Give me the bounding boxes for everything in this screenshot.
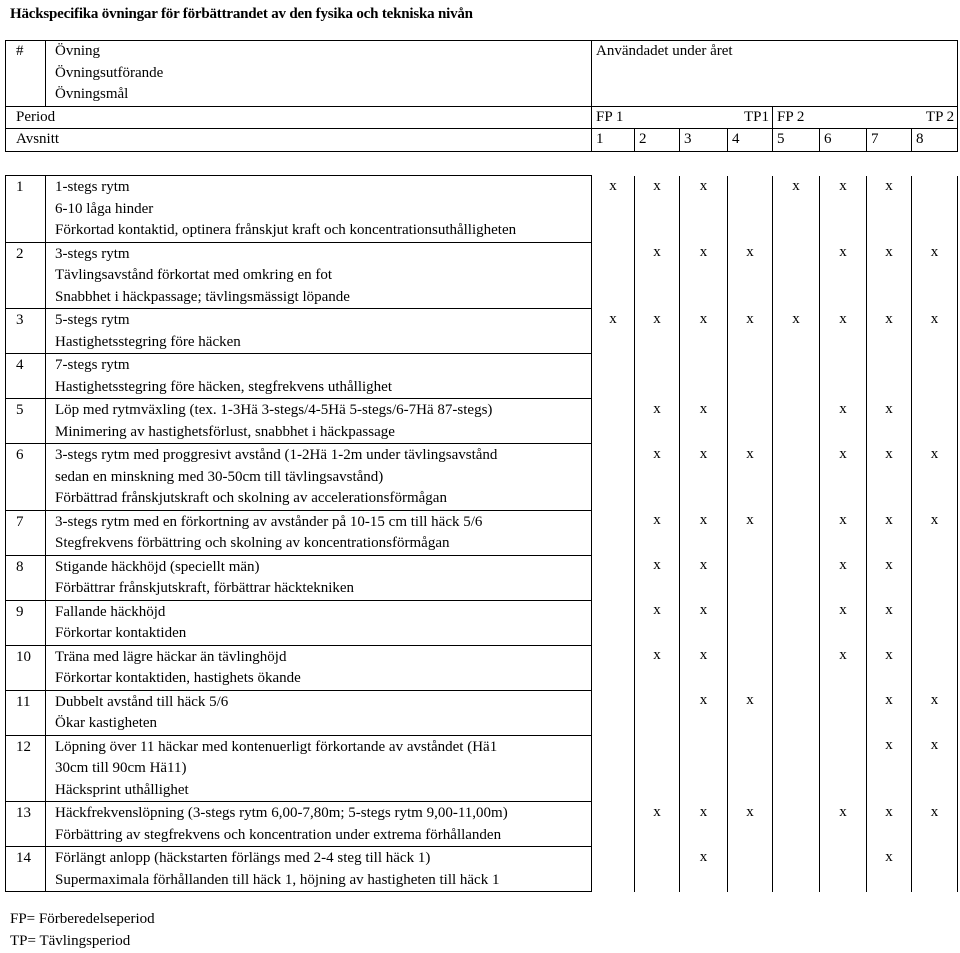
exercise-line: 6-10 låga hinder bbox=[55, 200, 154, 217]
legend-fp: FP= Förberedelseperiod bbox=[10, 911, 155, 927]
exercise-row bbox=[6, 555, 958, 600]
usage-mark bbox=[728, 600, 773, 645]
usage-mark: x bbox=[635, 309, 680, 354]
usage-mark bbox=[592, 354, 635, 399]
usage-mark: x bbox=[680, 399, 728, 444]
exercise-line: Förkortad kontaktid, optinera frånskjut kraft och koncentrationsuthålligheten bbox=[55, 222, 517, 238]
usage-mark bbox=[773, 510, 820, 555]
usage-mark bbox=[912, 645, 958, 690]
usage-mark bbox=[680, 735, 728, 802]
period-tp1: TP1 bbox=[728, 106, 773, 129]
usage-mark bbox=[820, 690, 867, 735]
usage-mark: x bbox=[680, 600, 728, 645]
usage-mark bbox=[867, 354, 912, 399]
exercise-line: Snabbhet i häckpassage; tävlingsmässigt löpande bbox=[55, 288, 350, 305]
usage-mark: x bbox=[867, 600, 912, 645]
usage-mark bbox=[773, 242, 820, 309]
exercise-row bbox=[6, 847, 958, 892]
usage-mark bbox=[592, 510, 635, 555]
exercise-label: Övning bbox=[55, 43, 100, 59]
exercise-number: 11 bbox=[6, 690, 46, 735]
exercise-number: 3 bbox=[6, 309, 46, 354]
usage-mark: x bbox=[592, 176, 635, 243]
usage-mark bbox=[912, 176, 958, 243]
section-number: 8 bbox=[912, 129, 958, 152]
usage-mark bbox=[912, 555, 958, 600]
usage-mark bbox=[912, 847, 958, 892]
usage-mark bbox=[728, 847, 773, 892]
exercise-description bbox=[46, 600, 592, 645]
exercise-row bbox=[6, 444, 958, 511]
exercise-description bbox=[46, 735, 592, 802]
usage-mark: x bbox=[820, 510, 867, 555]
usage-mark bbox=[728, 555, 773, 600]
usage-mark: x bbox=[680, 645, 728, 690]
usage-mark bbox=[680, 354, 728, 399]
legend bbox=[10, 908, 155, 952]
exercise-description bbox=[46, 176, 592, 243]
usage-mark bbox=[773, 354, 820, 399]
usage-mark bbox=[820, 354, 867, 399]
usage-mark: x bbox=[635, 555, 680, 600]
usage-mark: x bbox=[912, 444, 958, 511]
exercise-line: Minimering av hastighetsförlust, snabbhet i häckpassage bbox=[55, 423, 395, 440]
usage-mark: x bbox=[728, 690, 773, 735]
usage-mark: x bbox=[820, 555, 867, 600]
exercise-description bbox=[46, 645, 592, 690]
usage-mark: x bbox=[680, 555, 728, 600]
period-tp2: TP 2 bbox=[912, 106, 958, 129]
usage-mark: x bbox=[912, 735, 958, 802]
exercise-line: Hastighetsstegring före häcken bbox=[55, 333, 241, 350]
period-label: Period bbox=[6, 106, 592, 129]
usage-mark: x bbox=[867, 735, 912, 802]
usage-mark: x bbox=[867, 847, 912, 892]
usage-mark bbox=[912, 354, 958, 399]
usage-mark bbox=[912, 399, 958, 444]
section-row bbox=[6, 129, 958, 152]
hash-header: # bbox=[6, 41, 46, 107]
period-row bbox=[6, 106, 958, 129]
exercise-number: 5 bbox=[6, 399, 46, 444]
usage-mark bbox=[728, 735, 773, 802]
usage-mark bbox=[592, 242, 635, 309]
exercise-line: Ökar kastigheten bbox=[55, 715, 158, 731]
usage-mark bbox=[592, 645, 635, 690]
usage-mark: x bbox=[680, 444, 728, 511]
usage-mark bbox=[592, 600, 635, 645]
usage-mark: x bbox=[635, 444, 680, 511]
usage-mark: x bbox=[635, 645, 680, 690]
exercise-line: Stegfrekvens förbättring och skolning av koncentrationsförmågan bbox=[55, 535, 450, 551]
header-table bbox=[5, 40, 958, 152]
exercise-line: 3-stegs rytm med proggresivt avstånd (1-2Hä 1-2m under tävlingsavstånd bbox=[55, 447, 498, 463]
usage-mark: x bbox=[680, 242, 728, 309]
usage-mark bbox=[635, 735, 680, 802]
exercise-row bbox=[6, 354, 958, 399]
exercise-number: 1 bbox=[6, 176, 46, 243]
usage-mark: x bbox=[912, 242, 958, 309]
usage-mark bbox=[912, 600, 958, 645]
exercise-line: Förbättrad frånskjutskraft och skolning av accelerationsförmågan bbox=[55, 490, 447, 506]
exercise-number: 13 bbox=[6, 802, 46, 847]
usage-mark: x bbox=[867, 510, 912, 555]
usage-mark: x bbox=[728, 242, 773, 309]
exercise-line: Förkortar kontaktiden, hastighets ökande bbox=[55, 670, 301, 686]
exercise-row bbox=[6, 242, 958, 309]
exercise-line: Förbättrar frånskjutskraft, förbättrar häcktekniken bbox=[55, 580, 355, 596]
usage-mark: x bbox=[635, 242, 680, 309]
usage-mark: x bbox=[592, 309, 635, 354]
usage-mark: x bbox=[820, 600, 867, 645]
exercise-line: Häckfrekvenslöpning (3-stegs rytm 6,00-7,80m; 5-stegs rytm 9,00-11,00m) bbox=[55, 805, 508, 821]
usage-mark bbox=[773, 802, 820, 847]
usage-mark: x bbox=[728, 802, 773, 847]
usage-mark bbox=[592, 399, 635, 444]
exercise-description bbox=[46, 444, 592, 511]
section-number: 5 bbox=[773, 129, 820, 152]
exercise-description bbox=[46, 802, 592, 847]
section-number: 2 bbox=[635, 129, 680, 152]
section-number: 4 bbox=[728, 129, 773, 152]
exercise-description bbox=[46, 399, 592, 444]
exercise-number: 8 bbox=[6, 555, 46, 600]
usage-mark bbox=[773, 735, 820, 802]
exercise-row bbox=[6, 600, 958, 645]
usage-mark: x bbox=[912, 510, 958, 555]
usage-mark: x bbox=[773, 176, 820, 243]
exercise-description bbox=[46, 690, 592, 735]
exercise-row bbox=[6, 690, 958, 735]
usage-mark bbox=[773, 645, 820, 690]
exercise-header bbox=[46, 41, 592, 107]
usage-mark bbox=[728, 645, 773, 690]
usage-mark bbox=[592, 444, 635, 511]
period-fp1: FP 1 bbox=[592, 106, 728, 129]
exercise-line: sedan en minskning med 30-50cm till tävlingsavstånd) bbox=[55, 468, 384, 485]
exercise-description bbox=[46, 555, 592, 600]
usage-mark: x bbox=[867, 802, 912, 847]
section-number: 1 bbox=[592, 129, 635, 152]
usage-mark bbox=[728, 399, 773, 444]
usage-mark: x bbox=[820, 802, 867, 847]
usage-mark: x bbox=[635, 510, 680, 555]
exercise-description bbox=[46, 309, 592, 354]
usage-mark bbox=[773, 847, 820, 892]
exercise-number: 14 bbox=[6, 847, 46, 892]
usage-mark: x bbox=[867, 555, 912, 600]
usage-mark: x bbox=[680, 847, 728, 892]
usage-mark bbox=[820, 735, 867, 802]
usage-mark: x bbox=[820, 399, 867, 444]
exercise-row bbox=[6, 399, 958, 444]
usage-mark: x bbox=[820, 242, 867, 309]
usage-mark: x bbox=[867, 309, 912, 354]
usage-mark bbox=[820, 847, 867, 892]
header-row-titles bbox=[6, 41, 958, 107]
usage-mark: x bbox=[867, 690, 912, 735]
goal-label: Övningsmål bbox=[55, 86, 129, 102]
usage-mark bbox=[773, 399, 820, 444]
usage-mark bbox=[592, 690, 635, 735]
exercise-row bbox=[6, 176, 958, 243]
usage-mark: x bbox=[635, 176, 680, 243]
execution-label: Övningsutförande bbox=[55, 64, 164, 81]
usage-mark bbox=[773, 555, 820, 600]
usage-mark bbox=[592, 802, 635, 847]
usage-mark: x bbox=[635, 600, 680, 645]
exercise-line: Förkortar kontaktiden bbox=[55, 625, 187, 641]
period-fp2: FP 2 bbox=[773, 106, 912, 129]
usage-mark bbox=[728, 354, 773, 399]
legend-tp: TP= Tävlingsperiod bbox=[10, 933, 131, 949]
section-label: Avsnitt bbox=[6, 129, 592, 152]
usage-mark: x bbox=[867, 645, 912, 690]
exercise-row bbox=[6, 645, 958, 690]
usage-mark bbox=[773, 444, 820, 511]
usage-mark: x bbox=[912, 309, 958, 354]
exercise-description bbox=[46, 510, 592, 555]
exercise-line: Supermaximala förhållanden till häck 1, höjning av hastigheten till häck 1 bbox=[55, 871, 500, 888]
usage-mark bbox=[635, 690, 680, 735]
usage-header: Användadet under året bbox=[592, 41, 958, 107]
usage-mark bbox=[635, 847, 680, 892]
section-number: 6 bbox=[820, 129, 867, 152]
usage-mark: x bbox=[820, 645, 867, 690]
document-title: Häckspecifika övningar för förbättrandet av den fysika och tekniska nivån bbox=[10, 6, 473, 22]
exercise-number: 6 bbox=[6, 444, 46, 511]
usage-mark bbox=[592, 847, 635, 892]
section-number: 7 bbox=[867, 129, 912, 152]
exercise-row bbox=[6, 802, 958, 847]
exercise-row bbox=[6, 510, 958, 555]
usage-mark: x bbox=[635, 802, 680, 847]
usage-mark: x bbox=[867, 176, 912, 243]
exercise-line: Löpning över 11 häckar med kontenuerligt förkortande av avståndet (Hä1 bbox=[55, 738, 498, 755]
usage-mark: x bbox=[680, 690, 728, 735]
usage-mark bbox=[773, 600, 820, 645]
exercise-line: Löp med rytmväxling (tex. 1-3Hä 3-stegs/4-5Hä 5-stegs/6-7Hä 87-stegs) bbox=[55, 402, 493, 418]
usage-mark: x bbox=[773, 309, 820, 354]
usage-mark bbox=[635, 354, 680, 399]
usage-mark: x bbox=[680, 510, 728, 555]
usage-mark: x bbox=[867, 242, 912, 309]
usage-mark: x bbox=[867, 399, 912, 444]
usage-mark: x bbox=[820, 444, 867, 511]
exercise-line: Tävlingsavstånd förkortat med omkring en fot bbox=[55, 267, 333, 283]
usage-mark: x bbox=[728, 309, 773, 354]
usage-mark: x bbox=[820, 176, 867, 243]
usage-mark bbox=[592, 555, 635, 600]
exercise-line: Träna med lägre häckar än tävlinghöjd bbox=[55, 648, 287, 665]
exercise-line: Dubbelt avstånd till häck 5/6 bbox=[55, 693, 229, 710]
exercise-row bbox=[6, 735, 958, 802]
usage-mark: x bbox=[912, 802, 958, 847]
exercise-line: Stigande häckhöjd (speciellt män) bbox=[55, 558, 260, 575]
exercise-number: 12 bbox=[6, 735, 46, 802]
exercise-number: 9 bbox=[6, 600, 46, 645]
usage-mark: x bbox=[728, 510, 773, 555]
usage-mark: x bbox=[912, 690, 958, 735]
exercise-line: Förlängt anlopp (häckstarten förlängs med 2-4 steg till häck 1) bbox=[55, 850, 431, 866]
exercise-number: 7 bbox=[6, 510, 46, 555]
exercise-line: 1-stegs rytm bbox=[55, 179, 130, 195]
exercise-row bbox=[6, 309, 958, 354]
exercise-table bbox=[5, 175, 958, 892]
exercise-number: 4 bbox=[6, 354, 46, 399]
exercise-line: 7-stegs rytm bbox=[55, 357, 130, 373]
usage-mark: x bbox=[635, 399, 680, 444]
exercise-description bbox=[46, 847, 592, 892]
exercise-line: 30cm till 90cm Hä11) bbox=[55, 760, 187, 776]
usage-mark bbox=[592, 735, 635, 802]
usage-mark: x bbox=[728, 444, 773, 511]
usage-mark: x bbox=[820, 309, 867, 354]
usage-mark bbox=[728, 176, 773, 243]
usage-mark: x bbox=[680, 802, 728, 847]
exercise-line: Hastighetsstegring före häcken, stegfrekvens uthållighet bbox=[55, 378, 392, 395]
section-number: 3 bbox=[680, 129, 728, 152]
exercise-number: 10 bbox=[6, 645, 46, 690]
usage-mark: x bbox=[680, 176, 728, 243]
exercise-line: 3-stegs rytm med en förkortning av avstånder på 10-15 cm till häck 5/6 bbox=[55, 513, 483, 530]
usage-mark: x bbox=[867, 444, 912, 511]
usage-mark: x bbox=[680, 309, 728, 354]
usage-mark bbox=[773, 690, 820, 735]
exercise-line: 5-stegs rytm bbox=[55, 312, 130, 328]
exercise-line: Förbättring av stegfrekvens och koncentration under extrema förhållanden bbox=[55, 826, 502, 843]
exercise-line: Häcksprint uthållighet bbox=[55, 781, 189, 798]
exercise-line: Fallande häckhöjd bbox=[55, 603, 166, 620]
exercise-list bbox=[6, 176, 958, 892]
exercise-description bbox=[46, 354, 592, 399]
exercise-number: 2 bbox=[6, 242, 46, 309]
exercise-description bbox=[46, 242, 592, 309]
exercise-line: 3-stegs rytm bbox=[55, 245, 130, 262]
